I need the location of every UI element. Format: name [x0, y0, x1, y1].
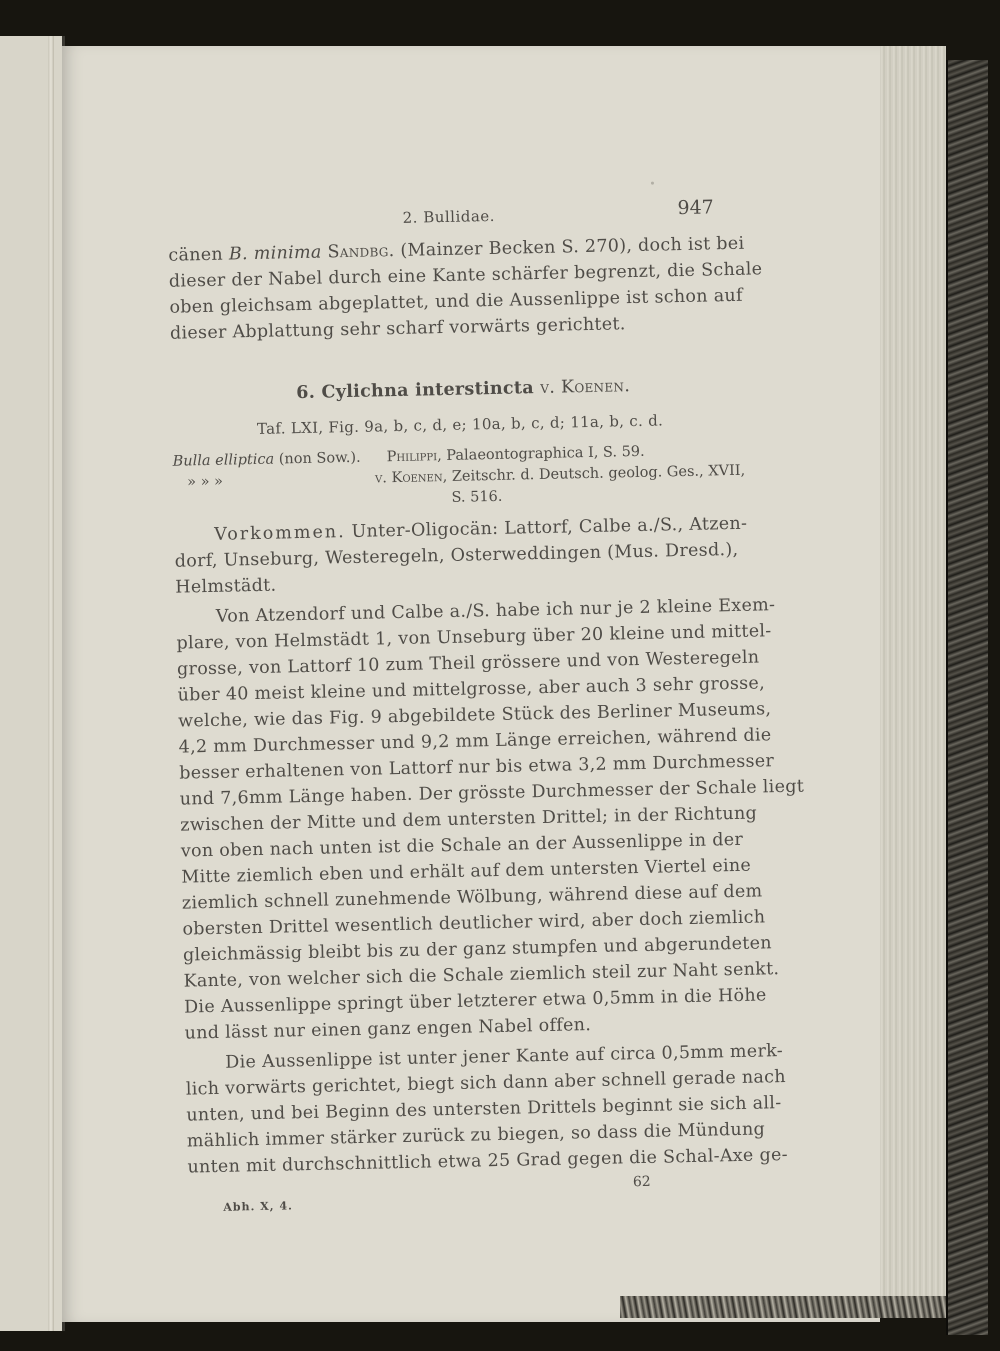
marbled-cover: [946, 60, 988, 1335]
body-line: über 40 meist kleine und mittelgrosse, aber auch 3 sehr grosse,: [177, 673, 766, 706]
body-line: ziemlich schnell zunehmende Wölbung, während diese auf dem: [181, 881, 763, 914]
body-line: unten, und bei Beginn des untersten Drittels beginnt sie sich all-: [186, 1093, 782, 1126]
body-line: Die Aussenlippe springt über letzterer etwa 0,5mm in die Höhe: [183, 985, 767, 1018]
body-line: von oben nach unten ist die Schale an der Aussenlippe in der: [180, 829, 744, 862]
body-line: Die Aussenlippe ist unter jener Kante auf circa 0,5mm merk-: [225, 1041, 784, 1073]
body-line: grosse, von Lattorf 10 zum Theil grössere und von Westeregeln: [176, 647, 760, 680]
body-line: Kante, von welcher sich die Schale ziemlich steil zur Naht senkt.: [183, 959, 780, 992]
body-line: und lässt nur einen ganz engen Nabel offen.: [184, 1015, 592, 1044]
left-book-page-edge: [0, 36, 65, 1331]
sheet-number: 62: [632, 1173, 651, 1191]
body-line: obersten Drittel wesentlich deutlicher wird, aber doch ziemlich: [182, 907, 766, 940]
occurrence-line: dorf, Unseburg, Westeregeln, Osterweddingen (Mus. Dresd.),: [174, 539, 739, 572]
intro-line: dieser Abplattung sehr scharf vorwärts gerichtet.: [169, 314, 626, 344]
synonymy-line: S. 516.: [451, 488, 503, 506]
page-number: 947: [677, 196, 714, 220]
body-line: lich vorwärts gerichtet, biegt sich dann aber schnell gerade nach: [185, 1067, 787, 1100]
intro-line: cänen B. minima Sandbg. (Mainzer Becken S. 270), doch ist bei: [168, 233, 745, 266]
body-line: Von Atzendorf und Calbe a./S. habe ich nur je 2 kleine Exem-: [215, 595, 776, 627]
body-line: unten mit durchschnittlich etwa 25 Grad gegen die Schal-Axe ge-: [187, 1144, 789, 1178]
running-header: 2. Bullidae.: [402, 206, 496, 227]
body-line: mählich immer stärker zurück zu biegen, so dass die Mündung: [186, 1119, 766, 1152]
body-line: Mitte ziemlich eben und erhält auf dem untersten Viertel eine: [181, 855, 752, 888]
synonymy-line: » » » v. Koenen, Zeitschr. d. Deutsch. geolog. Ges., XVII,: [186, 462, 746, 491]
species-heading: 6. Cylichna interstincta v. Koenen.: [296, 376, 631, 404]
body-line: besser erhaltenen von Lattorf nur bis etwa 3,2 mm Durchmesser: [179, 751, 775, 784]
body-line: plare, von Helmstädt 1, von Unseburg über 20 kleine und mittel-: [176, 621, 772, 654]
marbled-cover-bottom: [620, 1296, 946, 1318]
occurrence-line: Vorkommen. Unter-Oligocän: Lattorf, Calbe a./S., Atzen-: [214, 513, 748, 545]
body-line: welche, wie das Fig. 9 abgebildete Stück des Berliner Museums,: [177, 699, 772, 732]
page-stack-edge: [880, 46, 946, 1308]
body-line: und 7,6mm Länge haben. Der grösste Durchmesser der Schale liegt: [179, 776, 805, 810]
synonymy-line: Bulla elliptica (non Sow.). Philippi, Palaeontographica I, S. 59.: [172, 443, 645, 470]
body-line: zwischen der Mitte und dem untersten Drittel; in der Richtung: [180, 803, 758, 836]
body-line: gleichmässig bleibt bis zu der ganz stumpfen und abgerundeten: [182, 933, 773, 966]
plate-reference: Taf. LXI, Fig. 9a, b, c, d, e; 10a, b, c, d; 11a, b, c. d.: [256, 411, 664, 438]
body-line: 4,2 mm Durchmesser und 9,2 mm Länge erreichen, während die: [178, 725, 772, 758]
intro-line: oben gleichsam abgeplattet, und die Aussenlippe ist schon auf: [169, 285, 744, 318]
page-text: [100, 90, 845, 1285]
occurrence-line: Helmstädt.: [175, 575, 277, 598]
intro-line: dieser der Nabel durch eine Kante schärfer begrenzt, die Schale: [168, 259, 763, 292]
signature-mark: Abh. X, 4.: [223, 1199, 294, 1214]
